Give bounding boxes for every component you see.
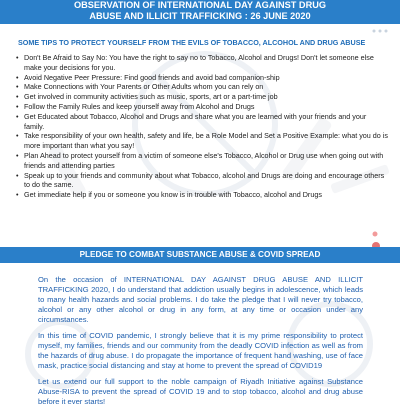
pledge-body [38,275,363,413]
tip-item: • Follow the Family Rules and keep yourself away from Alcohol and Drugs [16,102,388,112]
corner-dots-icon [368,26,392,36]
tip-item: • Avoid Negative Peer Pressure: Find good friends and avoid bad companion-ship [16,73,388,83]
tip-item: • Take responsibility of your own health, safety and life, be a Role Model and Set a Positive Example: what you do is more important than what you say! [16,131,388,151]
pledge-paragraph: In this time of COVID pandemic, I strongly believe that it is my prime responsibility to protect myself, my families, friends and our community from the deadly COVID infection as well as from the hazards of drug abuse. I do propagate the importance of frequent hand washing, use of face mask, practice social distancing and stay at home to prevent the spread of COVID19 [38,331,363,370]
tip-item: • Speak up to your friends and community about what Tobacco, alcohol and Drugs are doing and encourage others to do the same. [16,171,388,191]
pledge-paragraph: Let us extend our full support to the noble campaign of Riyadh Initiative against Substance Abuse-RISA to prevent the spread of COVID 19 and to stop tobacco, alcohol and drug abuse before it ever starts! [38,377,363,406]
tip-item: • Get Educated about Tobacco, Alcohol and Drugs and share what you are learned with your friends and your family. [16,112,388,132]
header-line-2: ABUSE AND ILLICIT TRAFFICKING : 26 JUNE 2020 [89,11,311,21]
tip-item: • Get immediate help if you or someone you know is in trouble with Tobacco, alcohol and Drugs [16,190,388,200]
tips-heading: SOME TIPS TO PROTECT YOURSELF FROM THE EVILS OF TOBACCO, ALCOHOL AND DRUG ABUSE [18,38,366,47]
pledge-paragraph: On the occasion of INTERNATIONAL DAY AGAINST DRUG ABUSE AND ILLICIT TRAFFICKING 2020, I do understand that addiction usually begins in adolescence, which leads to many health hazards and social problems. I do take the pledge that I will never try tobacco, alcohol or any other alcohol or drug in any form, at any time or occasion under any circumstances. [38,275,363,324]
tip-item: • Don't Be Afraid to Say No: You have the right to say no to Tobacco, Alcohol and Drugs! Don't let someone else make your decisions for you. [16,53,388,73]
tips-list [16,53,388,200]
pledge-heading-banner: PLEDGE TO COMBAT SUBSTANCE ABUSE & COVID SPREAD [0,247,400,263]
pill-icon-2 [373,232,378,237]
header-line-1: OBSERVATION OF INTERNATIONAL DAY AGAINST DRUG [74,0,326,10]
header-banner [0,0,400,24]
tip-item: • Plan Ahead to protect yourself from a victim of someone else's Tobacco, Alcohol or Drug use when going out with friends and attending parties [16,151,388,171]
tip-item: • Get involved in community activities such as music, sports, art or a part-time job [16,92,388,102]
tip-item: • Make Connections with Your Parents or Other Adults whom you can rely on [16,82,388,92]
